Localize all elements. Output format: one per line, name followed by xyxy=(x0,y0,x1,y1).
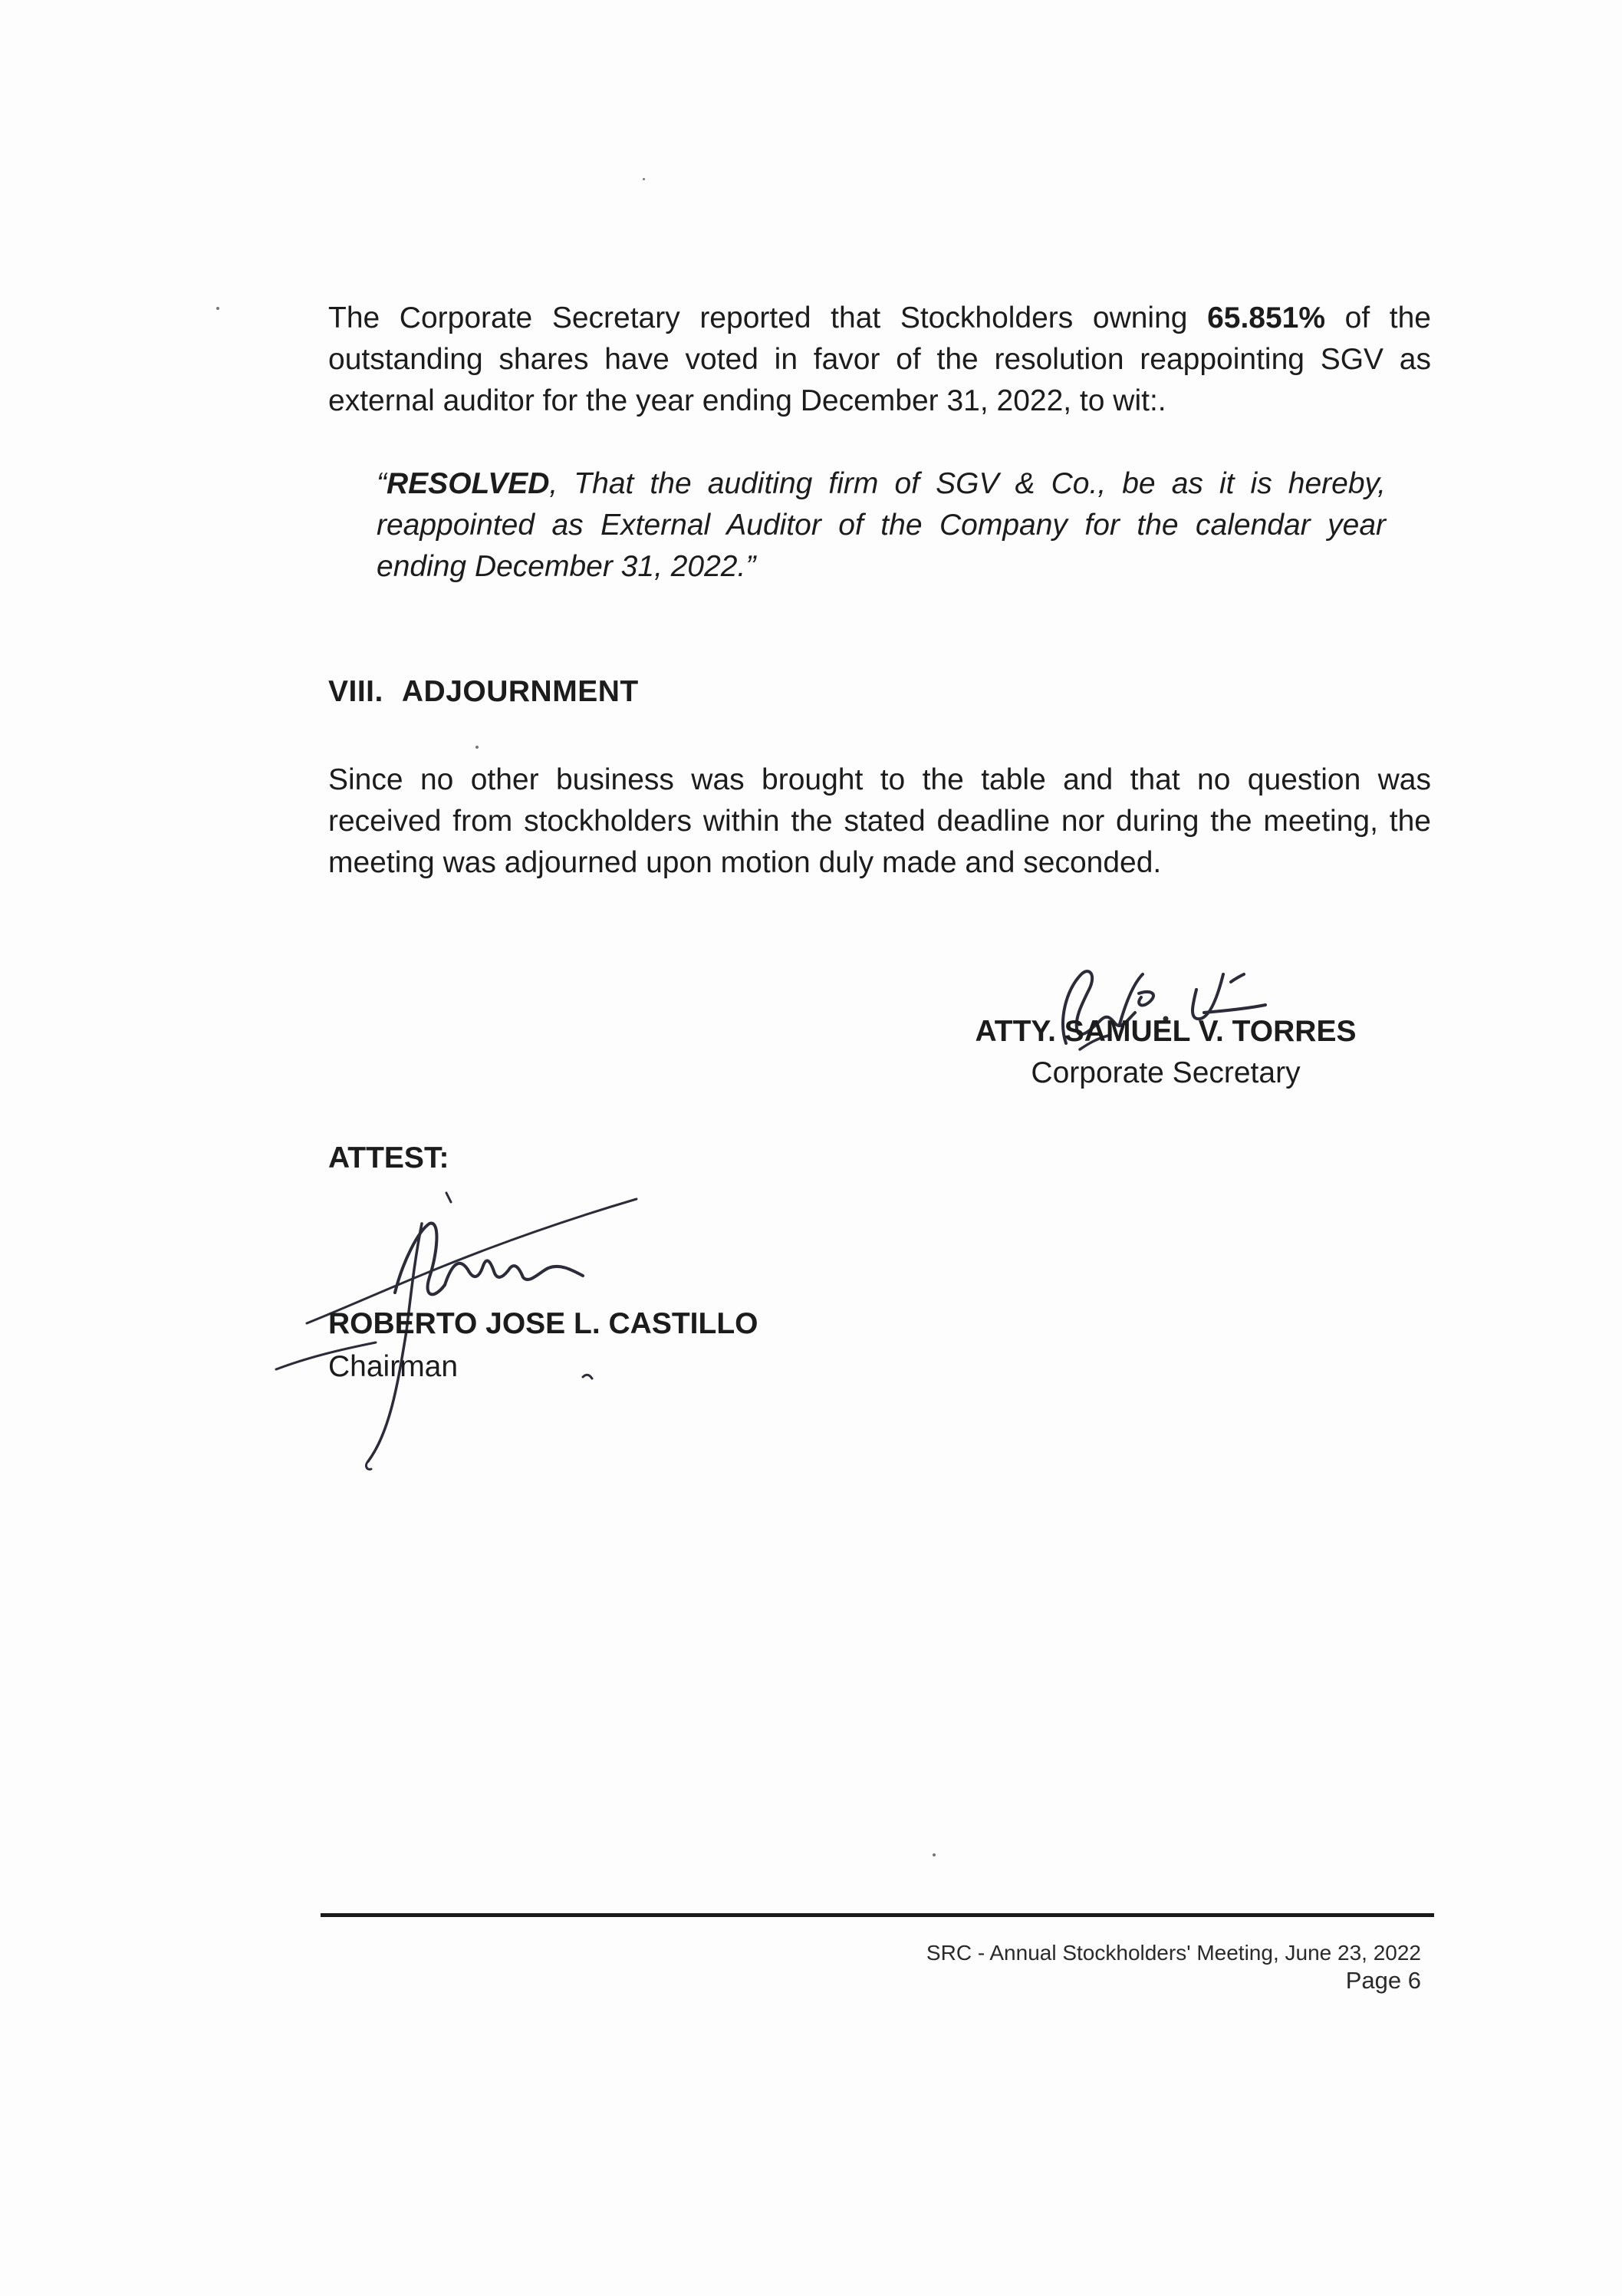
secretary-signature-block xyxy=(943,1011,1388,1094)
adjournment-paragraph: Since no other business was brought to the table and that no question was received from stockholders within the stated deadline nor during the meeting, the meeting was adjourned upon motion duly made and seconded. xyxy=(328,763,1431,879)
resolution-quote xyxy=(377,463,1386,588)
footer-divider xyxy=(321,1913,1434,1917)
scan-speck xyxy=(475,746,479,749)
secretary-title: Corporate Secretary xyxy=(1031,1056,1301,1089)
report-suffix: of the outstanding shares have voted in favor of the resolution reappointing SGV as external auditor for the year ending December 31, 2022, to wit:. xyxy=(328,301,1431,417)
scan-speck xyxy=(216,307,219,310)
secretary-name: ATTY. SAMUEL V. TORRES xyxy=(975,1015,1357,1048)
chairman-name: ROBERTO JOSE L. CASTILLO xyxy=(328,1307,758,1340)
scan-speck xyxy=(933,1853,936,1856)
footer-document-title: SRC - Annual Stockholders' Meeting, June 23, 2022 xyxy=(926,1941,1421,1965)
vote-percentage: 65.851% xyxy=(1207,301,1326,334)
chairman-title: Chairman xyxy=(328,1350,459,1383)
scan-speck xyxy=(643,178,645,180)
section-title: ADJOURNMENT xyxy=(401,675,639,708)
section-number: VIII. xyxy=(328,675,383,708)
resolution-text: , That the auditing firm of SGV & Co., be as it is hereby, reappointed as External Auditor of the Company for the calendar year ending December 31, 2022.” xyxy=(377,467,1386,583)
page-number: Page 6 xyxy=(1345,1967,1421,1994)
report-prefix: The Corporate Secretary reported that Stockholders owning xyxy=(328,301,1208,334)
page-footer xyxy=(926,1939,1421,1995)
auditor-vote-report xyxy=(328,298,1431,422)
section-heading-adjournment xyxy=(328,675,639,709)
resolution-open-quote: “ xyxy=(377,467,387,500)
attest-label: ATTEST: xyxy=(328,1141,449,1174)
resolution-keyword: RESOLVED xyxy=(387,467,550,500)
